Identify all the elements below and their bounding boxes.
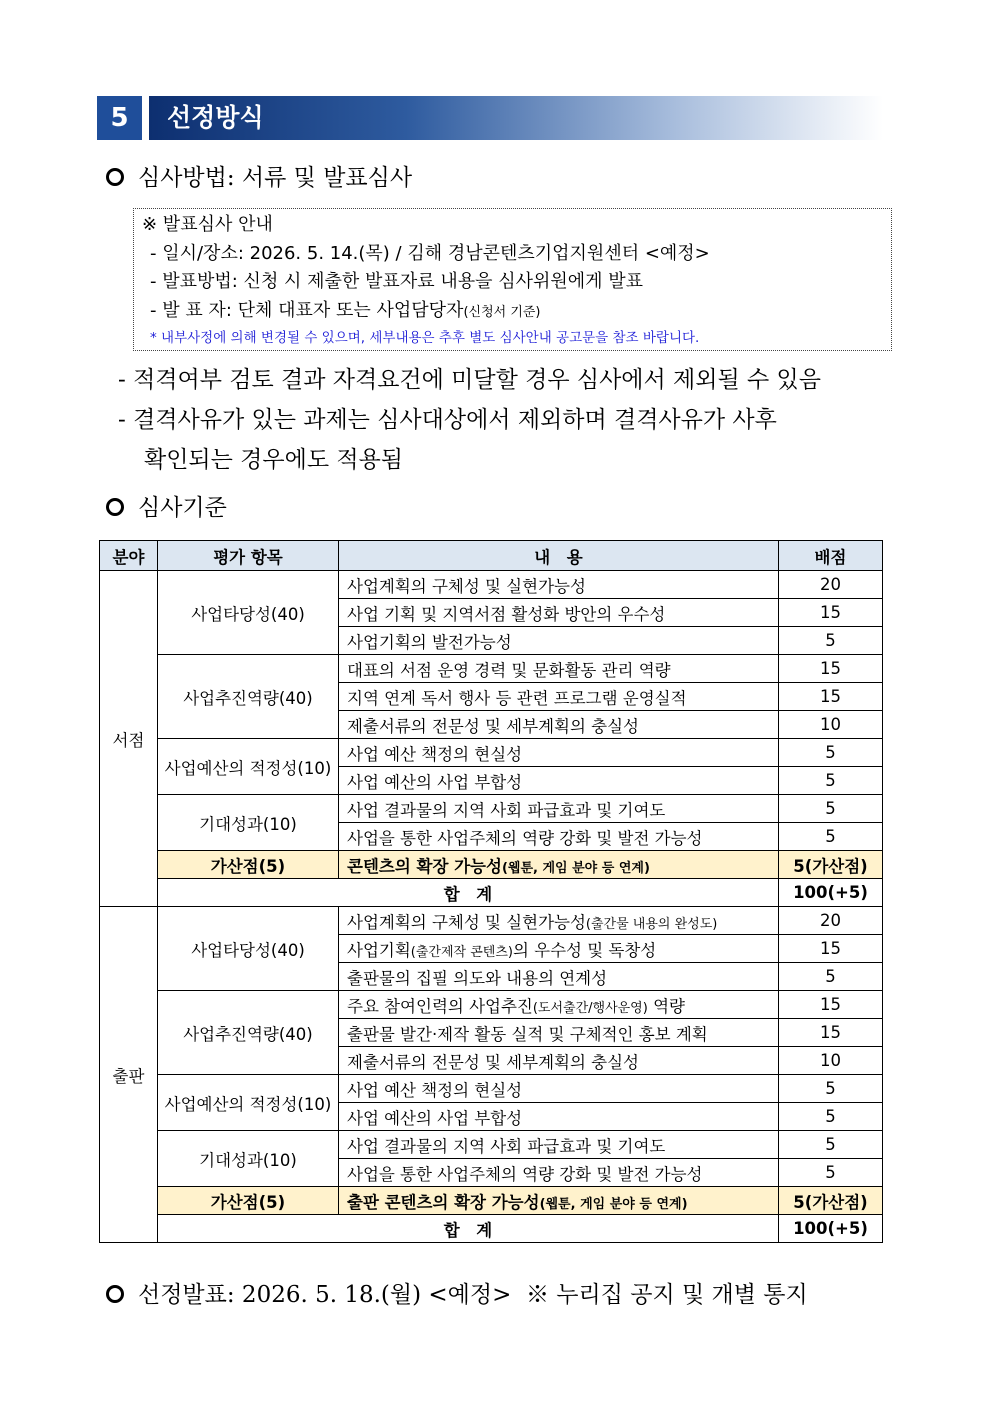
score-cell: 5 [779, 795, 883, 823]
table-row [100, 907, 883, 935]
dash-line-2: - 결격사유가 있는 과제는 심사대상에서 제외하며 결격사유가 사후 [118, 407, 777, 433]
table-header-row [100, 541, 883, 571]
score-cell: 5 [779, 1075, 883, 1103]
content-cell [339, 935, 779, 963]
bonus-item: 가산점(5) [158, 851, 339, 879]
score-cell: 5 [779, 767, 883, 795]
header-field: 분야 [100, 541, 158, 571]
dash-line-3: 확인되는 경우에도 적용됨 [144, 447, 404, 473]
notice-presenter-small: (신청서 기준) [463, 304, 541, 320]
total-row [100, 879, 883, 907]
content-cell: 사업 결과물의 지역 사회 파급효과 및 기여도 [339, 1131, 779, 1159]
table-row [100, 571, 883, 599]
item-cell: 사업추진역량(40) [158, 655, 339, 739]
header-score: 배점 [779, 541, 883, 571]
ring-bullet-icon [106, 168, 124, 186]
score-cell: 15 [779, 991, 883, 1019]
review-method-line [106, 162, 412, 194]
content-cell: 출판물의 집필 의도와 내용의 연계성 [339, 963, 779, 991]
content-cell [339, 907, 779, 935]
score-cell: 5 [779, 1131, 883, 1159]
bonus-item: 가산점(5) [158, 1187, 339, 1215]
content-cell: 사업을 통한 사업주체의 역량 강화 및 발전 가능성 [339, 823, 779, 851]
review-method-text: 심사방법: 서류 및 발표심사 [138, 165, 413, 191]
bonus-score: 5(가산점) [779, 851, 883, 879]
content-cell: 사업 예산의 사업 부합성 [339, 1103, 779, 1131]
header-item: 평가 항목 [158, 541, 339, 571]
item-cell: 사업타당성(40) [158, 907, 339, 991]
announcement-extra: ※ 누리집 공지 및 개별 통지 [526, 1282, 808, 1308]
section-number: 5 [97, 96, 142, 140]
score-cell: 15 [779, 683, 883, 711]
score-cell: 20 [779, 907, 883, 935]
table-row [100, 1075, 883, 1103]
presentation-notice-box [133, 208, 892, 351]
bonus-row [100, 851, 883, 879]
score-cell: 15 [779, 599, 883, 627]
notice-presenter [142, 297, 891, 328]
item-cell: 사업추진역량(40) [158, 991, 339, 1075]
bonus-content [339, 851, 779, 879]
table-row [100, 1131, 883, 1159]
content-cell: 출판물 발간·제작 활동 실적 및 구체적인 홍보 계획 [339, 1019, 779, 1047]
bonus-content-main: 콘텐츠의 확장 가능성 [347, 856, 502, 876]
content-cell: 사업 예산 책정의 현실성 [339, 1075, 779, 1103]
content-main: 사업기획 [347, 940, 411, 960]
score-cell: 5 [779, 963, 883, 991]
content-cell: 사업 결과물의 지역 사회 파급효과 및 기여도 [339, 795, 779, 823]
bonus-content-main: 출판 콘텐츠의 확장 가능성 [347, 1192, 540, 1212]
score-cell: 5 [779, 739, 883, 767]
item-cell: 사업예산의 적정성(10) [158, 1075, 339, 1131]
content-main: 주요 참여인력의 사업추진 [347, 996, 533, 1016]
criteria-heading: 심사기준 [138, 495, 227, 521]
content-main: 사업계획의 구체성 및 실현가능성 [347, 912, 586, 932]
announcement-line [106, 1279, 808, 1311]
notice-footnote: * 내부사정에 의해 변경될 수 있으며, 세부내용은 추후 별도 심사안내 공고문을 참조 바랍니다. [150, 330, 700, 346]
notice-method: - 발표방법: 신청 시 제출한 발표자료 내용을 심사위원에게 발표 [150, 271, 644, 292]
section-title: 선정방식 [167, 103, 264, 132]
content-cell: 대표의 서점 운영 경력 및 문화활동 관리 역량 [339, 655, 779, 683]
item-cell: 사업타당성(40) [158, 571, 339, 655]
score-cell: 15 [779, 935, 883, 963]
criteria-table [99, 540, 883, 1243]
total-score: 100(+5) [779, 879, 883, 907]
ring-bullet-icon [106, 1285, 124, 1303]
bonus-content-small: (웹툰, 게임 분야 등 연계) [501, 860, 650, 876]
score-cell: 10 [779, 711, 883, 739]
bonus-row [100, 1187, 883, 1215]
table-row [100, 739, 883, 767]
table-row [100, 991, 883, 1019]
content-cell: 사업 예산의 사업 부합성 [339, 767, 779, 795]
content-cell: 사업기획의 발전가능성 [339, 627, 779, 655]
item-cell: 기대성과(10) [158, 1131, 339, 1187]
score-cell: 15 [779, 1019, 883, 1047]
content-small: (출간제작 콘텐츠) [410, 944, 513, 960]
content-cell: 제출서류의 전문성 및 세부계획의 충실성 [339, 1047, 779, 1075]
score-cell: 5 [779, 627, 883, 655]
score-cell: 5 [779, 1159, 883, 1187]
total-score: 100(+5) [779, 1215, 883, 1243]
content-cell: 지역 연계 독서 행사 등 관련 프로그램 운영실적 [339, 683, 779, 711]
notice-date-place: - 일시/장소: 2026. 5. 14.(목) / 김해 경남콘텐츠기업지원센터 <예정> [150, 242, 710, 264]
item-cell: 기대성과(10) [158, 795, 339, 851]
bonus-score: 5(가산점) [779, 1187, 883, 1215]
content-cell: 사업 기획 및 지역서점 활성화 방안의 우수성 [339, 599, 779, 627]
content-after: 역량 [647, 996, 685, 1016]
header-content: 내 용 [339, 541, 779, 571]
content-small: (도서출간/행사운영) [532, 1000, 648, 1016]
score-cell: 15 [779, 655, 883, 683]
criteria-heading-line [106, 492, 227, 524]
notice-heading: ※ 발표심사 안내 [142, 214, 273, 235]
score-cell: 5 [779, 823, 883, 851]
content-cell: 사업 예산 책정의 현실성 [339, 739, 779, 767]
item-cell: 사업예산의 적정성(10) [158, 739, 339, 795]
score-cell: 10 [779, 1047, 883, 1075]
content-cell [339, 991, 779, 1019]
total-row [100, 1215, 883, 1243]
score-cell: 5 [779, 1103, 883, 1131]
section-title-bar [149, 96, 883, 140]
content-cell: 제출서류의 전문성 및 세부계획의 충실성 [339, 711, 779, 739]
content-after: 의 우수성 및 독창성 [512, 940, 657, 960]
dash-line-1: - 적격여부 검토 결과 자격요건에 미달할 경우 심사에서 제외될 수 있음 [118, 367, 821, 393]
total-label: 합 계 [158, 1215, 779, 1243]
bonus-content [339, 1187, 779, 1215]
content-small: (출간물 내용의 완성도) [585, 916, 718, 932]
bonus-content-small: (웹툰, 게임 분야 등 연계) [539, 1196, 688, 1212]
field-bookstore: 서점 [100, 571, 158, 907]
score-cell: 20 [779, 571, 883, 599]
field-publishing: 출판 [100, 907, 158, 1243]
section-header [97, 96, 883, 140]
table-row [100, 795, 883, 823]
total-label: 합 계 [158, 879, 779, 907]
announcement-text: 선정발표: 2026. 5. 18.(월) <예정> [138, 1282, 512, 1308]
content-cell: 사업을 통한 사업주체의 역량 강화 및 발전 가능성 [339, 1159, 779, 1187]
ring-bullet-icon [106, 498, 124, 516]
table-row [100, 655, 883, 683]
content-cell: 사업계획의 구체성 및 실현가능성 [339, 571, 779, 599]
notice-presenter-main: - 발 표 자: 단체 대표자 또는 사업담당자 [150, 299, 464, 321]
